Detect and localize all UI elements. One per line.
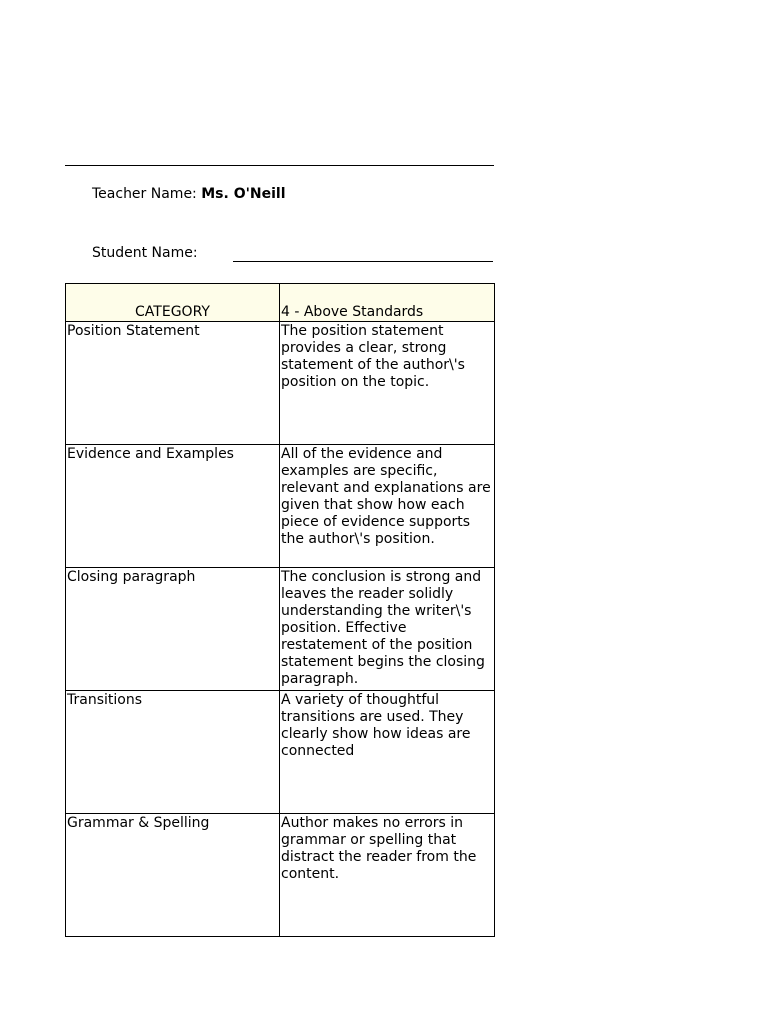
column-header-category: CATEGORY (66, 284, 280, 322)
student-name-line (92, 245, 198, 261)
row-category: Evidence and Examples (66, 445, 280, 568)
row-category: Grammar & Spelling (66, 814, 280, 937)
table-row (66, 568, 495, 691)
teacher-name-value: Ms. O'Neill (201, 186, 286, 202)
teacher-name-label: Teacher Name: (92, 186, 197, 202)
row-description: Author makes no errors in grammar or spelling that distract the reader from the content. (280, 814, 495, 937)
row-category: Transitions (66, 691, 280, 814)
row-description: All of the evidence and examples are specific, relevant and explanations are given that show how each piece of evidence supports the author\'s position. (280, 445, 495, 568)
student-name-blank (233, 261, 493, 262)
table-row (66, 445, 495, 568)
row-description: A variety of thoughtful transitions are used. They clearly show how ideas are connected (280, 691, 495, 814)
row-description: The conclusion is strong and leaves the reader solidly understanding the writer\'s position. Effective restatement of the position statement begins the closing paragraph. (280, 568, 495, 691)
row-category: Closing paragraph (66, 568, 280, 691)
teacher-name-line (92, 186, 286, 202)
student-name-label: Student Name: (92, 245, 198, 261)
table-row (66, 691, 495, 814)
column-header-level: 4 - Above Standards (280, 284, 495, 322)
top-rule (65, 165, 494, 166)
row-description: The position statement provides a clear, strong statement of the author\'s position on the topic. (280, 322, 495, 445)
rubric-header-row (66, 284, 495, 322)
table-row (66, 322, 495, 445)
rubric-table (65, 283, 495, 937)
table-row (66, 814, 495, 937)
row-category: Position Statement (66, 322, 280, 445)
